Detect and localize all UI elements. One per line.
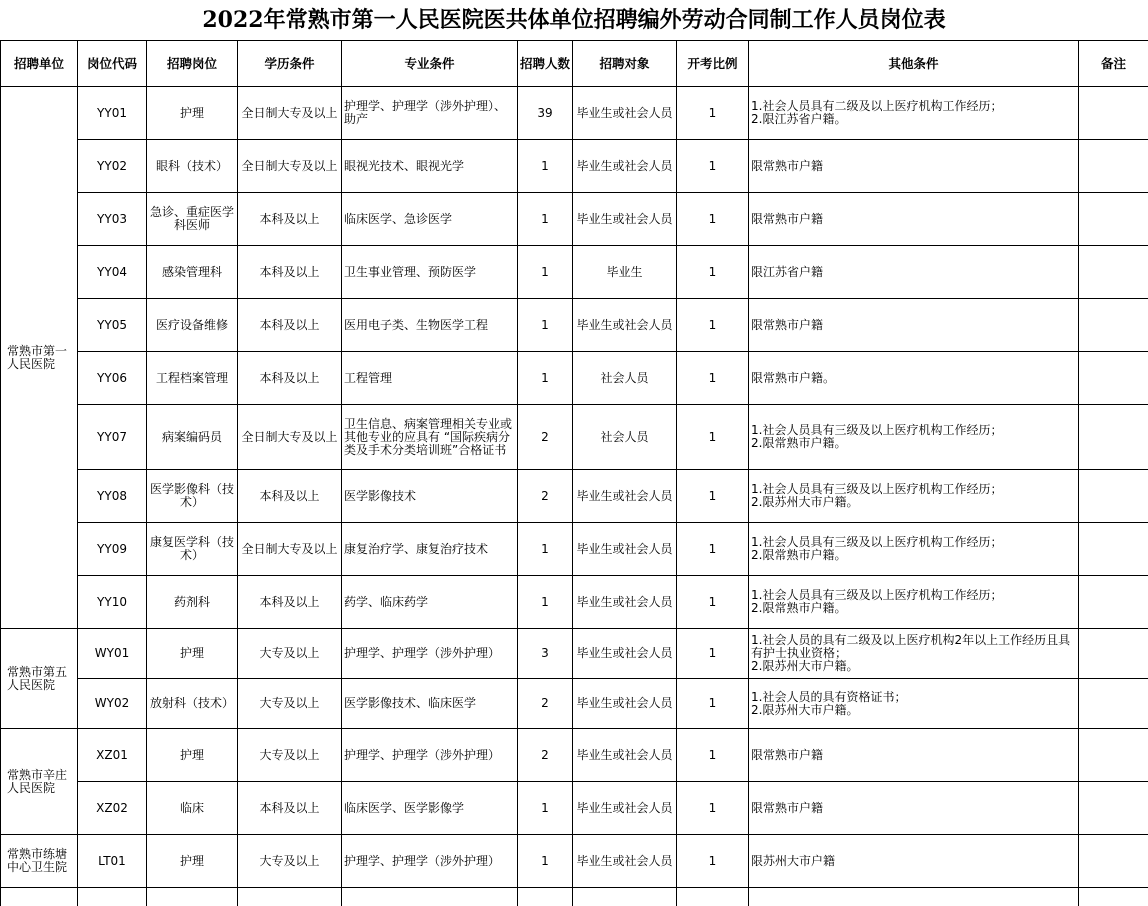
header-ratio: 开考比例 xyxy=(677,41,749,87)
note-cell xyxy=(1079,193,1148,246)
education-cell: 全日制大专及以上 xyxy=(238,140,342,193)
count-cell: 1 xyxy=(518,352,573,405)
count-cell: 2 xyxy=(518,729,573,782)
education-cell: 大专及以上 xyxy=(238,629,342,679)
major-cell: 护理学、护理学（涉外护理） xyxy=(342,729,518,782)
other-conditions-cell: 1.社会人员的具有二级及以上医疗机构2年以上工作经历且具有护士执业资格； 2.限苏州大市户籍。 xyxy=(749,629,1079,679)
major-cell: 护理学、护理学（涉外护理）、助产 xyxy=(342,87,518,140)
table-row xyxy=(1,140,1148,193)
empty-cell xyxy=(677,888,749,906)
post-cell: 临床 xyxy=(147,782,238,835)
education-cell: 本科及以上 xyxy=(238,352,342,405)
code-cell: LT01 xyxy=(78,835,147,888)
post-cell: 医疗设备维修 xyxy=(147,299,238,352)
note-cell xyxy=(1079,782,1148,835)
post-cell: 护理 xyxy=(147,629,238,679)
empty-cell xyxy=(342,888,518,906)
note-cell xyxy=(1079,87,1148,140)
header-post: 招聘岗位 xyxy=(147,41,238,87)
other-conditions-cell: 1.社会人员具有三级及以上医疗机构工作经历； 2.限常熟市户籍。 xyxy=(749,523,1079,576)
other-conditions-cell: 1.社会人员具有二级及以上医疗机构工作经历； 2.限江苏省户籍。 xyxy=(749,87,1079,140)
count-cell: 1 xyxy=(518,140,573,193)
post-cell: 药剂科 xyxy=(147,576,238,629)
header-note: 备注 xyxy=(1079,41,1148,87)
post-cell: 感染管理科 xyxy=(147,246,238,299)
education-cell: 大专及以上 xyxy=(238,835,342,888)
table-row xyxy=(1,576,1148,629)
other-conditions-cell: 限常熟市户籍 xyxy=(749,729,1079,782)
target-cell: 毕业生或社会人员 xyxy=(573,782,677,835)
other-conditions-cell: 限常熟市户籍 xyxy=(749,193,1079,246)
recruitment-table xyxy=(0,40,1148,906)
empty-cell xyxy=(78,888,147,906)
table-row xyxy=(1,87,1148,140)
code-cell: YY02 xyxy=(78,140,147,193)
other-conditions-cell: 1.社会人员的具有资格证书； 2.限苏州大市户籍。 xyxy=(749,679,1079,729)
other-conditions-cell: 限苏州大市户籍 xyxy=(749,835,1079,888)
ratio-cell: 1 xyxy=(677,729,749,782)
ratio-cell: 1 xyxy=(677,629,749,679)
education-cell: 本科及以上 xyxy=(238,246,342,299)
post-cell: 工程档案管理 xyxy=(147,352,238,405)
target-cell: 社会人员 xyxy=(573,352,677,405)
target-cell: 毕业生或社会人员 xyxy=(573,299,677,352)
note-cell xyxy=(1079,523,1148,576)
code-cell: YY07 xyxy=(78,405,147,470)
count-cell: 1 xyxy=(518,835,573,888)
ratio-cell: 1 xyxy=(677,352,749,405)
count-cell: 2 xyxy=(518,470,573,523)
target-cell: 毕业生或社会人员 xyxy=(573,523,677,576)
target-cell: 毕业生或社会人员 xyxy=(573,729,677,782)
note-cell xyxy=(1079,140,1148,193)
partial-row xyxy=(1,888,1148,906)
code-cell: YY04 xyxy=(78,246,147,299)
code-cell: YY09 xyxy=(78,523,147,576)
table-body xyxy=(1,87,1148,906)
other-conditions-cell: 限常熟市户籍 xyxy=(749,140,1079,193)
major-cell: 医用电子类、生物医学工程 xyxy=(342,299,518,352)
major-cell: 护理学、护理学（涉外护理） xyxy=(342,629,518,679)
table-row xyxy=(1,352,1148,405)
major-cell: 医学影像技术 xyxy=(342,470,518,523)
ratio-cell: 1 xyxy=(677,246,749,299)
header-education: 学历条件 xyxy=(238,41,342,87)
target-cell: 毕业生或社会人员 xyxy=(573,140,677,193)
major-cell: 卫生事业管理、预防医学 xyxy=(342,246,518,299)
table-row xyxy=(1,523,1148,576)
ratio-cell: 1 xyxy=(677,140,749,193)
target-cell: 毕业生或社会人员 xyxy=(573,470,677,523)
note-cell xyxy=(1079,405,1148,470)
code-cell: YY05 xyxy=(78,299,147,352)
unit-cell: 常熟市练塘中心卫生院 xyxy=(1,835,78,888)
ratio-cell: 1 xyxy=(677,835,749,888)
education-cell: 本科及以上 xyxy=(238,470,342,523)
note-cell xyxy=(1079,679,1148,729)
empty-cell xyxy=(147,888,238,906)
empty-cell xyxy=(573,888,677,906)
note-cell xyxy=(1079,835,1148,888)
education-cell: 大专及以上 xyxy=(238,729,342,782)
count-cell: 1 xyxy=(518,782,573,835)
education-cell: 本科及以上 xyxy=(238,576,342,629)
code-cell: YY06 xyxy=(78,352,147,405)
ratio-cell: 1 xyxy=(677,782,749,835)
major-cell: 康复治疗学、康复治疗技术 xyxy=(342,523,518,576)
education-cell: 大专及以上 xyxy=(238,679,342,729)
target-cell: 社会人员 xyxy=(573,405,677,470)
major-cell: 护理学、护理学（涉外护理） xyxy=(342,835,518,888)
other-conditions-cell: 1.社会人员具有三级及以上医疗机构工作经历； 2.限常熟市户籍。 xyxy=(749,405,1079,470)
target-cell: 毕业生或社会人员 xyxy=(573,576,677,629)
table-row xyxy=(1,405,1148,470)
header-code: 岗位代码 xyxy=(78,41,147,87)
count-cell: 2 xyxy=(518,679,573,729)
other-conditions-cell: 限常熟市户籍 xyxy=(749,782,1079,835)
ratio-cell: 1 xyxy=(677,576,749,629)
empty-cell xyxy=(749,888,1079,906)
table-row xyxy=(1,835,1148,888)
count-cell: 1 xyxy=(518,299,573,352)
target-cell: 毕业生或社会人员 xyxy=(573,679,677,729)
post-cell: 护理 xyxy=(147,835,238,888)
empty-cell xyxy=(238,888,342,906)
major-cell: 卫生信息、病案管理相关专业或其他专业的应具有 “国际疾病分类及手术分类培训班”合格证书 xyxy=(342,405,518,470)
education-cell: 全日制大专及以上 xyxy=(238,87,342,140)
unit-cell: 常熟市第一人民医院 xyxy=(1,87,78,629)
header-count: 招聘人数 xyxy=(518,41,573,87)
code-cell: YY10 xyxy=(78,576,147,629)
other-conditions-cell: 限常熟市户籍 xyxy=(749,299,1079,352)
target-cell: 毕业生或社会人员 xyxy=(573,629,677,679)
page-title: 2022年常熟市第一人民医院医共体单位招聘编外劳动合同制工作人员岗位表 xyxy=(0,0,1148,40)
target-cell: 毕业生或社会人员 xyxy=(573,87,677,140)
major-cell: 临床医学、医学影像学 xyxy=(342,782,518,835)
count-cell: 3 xyxy=(518,629,573,679)
unit-cell: 常熟市第五人民医院 xyxy=(1,629,78,729)
code-cell: YY08 xyxy=(78,470,147,523)
table-row xyxy=(1,729,1148,782)
ratio-cell: 1 xyxy=(677,679,749,729)
ratio-cell: 1 xyxy=(677,299,749,352)
header-unit: 招聘单位 xyxy=(1,41,78,87)
post-cell: 急诊、重症医学科医师 xyxy=(147,193,238,246)
code-cell: XZ02 xyxy=(78,782,147,835)
table-row xyxy=(1,193,1148,246)
code-cell: WY02 xyxy=(78,679,147,729)
major-cell: 药学、临床药学 xyxy=(342,576,518,629)
ratio-cell: 1 xyxy=(677,405,749,470)
target-cell: 毕业生或社会人员 xyxy=(573,193,677,246)
count-cell: 1 xyxy=(518,193,573,246)
post-cell: 放射科（技术） xyxy=(147,679,238,729)
code-cell: WY01 xyxy=(78,629,147,679)
ratio-cell: 1 xyxy=(677,193,749,246)
target-cell: 毕业生 xyxy=(573,246,677,299)
table-row xyxy=(1,679,1148,729)
major-cell: 医学影像技术、临床医学 xyxy=(342,679,518,729)
post-cell: 康复医学科（技术） xyxy=(147,523,238,576)
code-cell: YY03 xyxy=(78,193,147,246)
note-cell xyxy=(1079,470,1148,523)
note-cell xyxy=(1079,352,1148,405)
other-conditions-cell: 1.社会人员具有三级及以上医疗机构工作经历； 2.限苏州大市户籍。 xyxy=(749,470,1079,523)
post-cell: 护理 xyxy=(147,729,238,782)
other-conditions-cell: 限常熟市户籍。 xyxy=(749,352,1079,405)
count-cell: 2 xyxy=(518,405,573,470)
count-cell: 1 xyxy=(518,246,573,299)
count-cell: 1 xyxy=(518,576,573,629)
table-row xyxy=(1,246,1148,299)
education-cell: 全日制大专及以上 xyxy=(238,523,342,576)
unit-cell: 常熟市辛庄人民医院 xyxy=(1,729,78,835)
major-cell: 工程管理 xyxy=(342,352,518,405)
code-cell: XZ01 xyxy=(78,729,147,782)
count-cell: 1 xyxy=(518,523,573,576)
note-cell xyxy=(1079,629,1148,679)
ratio-cell: 1 xyxy=(677,470,749,523)
empty-cell xyxy=(1079,888,1148,906)
table-row xyxy=(1,782,1148,835)
post-cell: 眼科（技术） xyxy=(147,140,238,193)
table-row xyxy=(1,299,1148,352)
note-cell xyxy=(1079,729,1148,782)
education-cell: 本科及以上 xyxy=(238,193,342,246)
table-row xyxy=(1,629,1148,679)
code-cell: YY01 xyxy=(78,87,147,140)
ratio-cell: 1 xyxy=(677,87,749,140)
ratio-cell: 1 xyxy=(677,523,749,576)
post-cell: 护理 xyxy=(147,87,238,140)
empty-cell xyxy=(1,888,78,906)
other-conditions-cell: 限江苏省户籍 xyxy=(749,246,1079,299)
note-cell xyxy=(1079,576,1148,629)
education-cell: 本科及以上 xyxy=(238,299,342,352)
header-target: 招聘对象 xyxy=(573,41,677,87)
note-cell xyxy=(1079,299,1148,352)
major-cell: 临床医学、急诊医学 xyxy=(342,193,518,246)
header-other: 其他条件 xyxy=(749,41,1079,87)
count-cell: 39 xyxy=(518,87,573,140)
empty-cell xyxy=(518,888,573,906)
header-major: 专业条件 xyxy=(342,41,518,87)
education-cell: 本科及以上 xyxy=(238,782,342,835)
major-cell: 眼视光技术、眼视光学 xyxy=(342,140,518,193)
other-conditions-cell: 1.社会人员具有三级及以上医疗机构工作经历； 2.限常熟市户籍。 xyxy=(749,576,1079,629)
table-row xyxy=(1,470,1148,523)
post-cell: 医学影像科（技术） xyxy=(147,470,238,523)
note-cell xyxy=(1079,246,1148,299)
header-row xyxy=(1,41,1148,87)
education-cell: 全日制大专及以上 xyxy=(238,405,342,470)
post-cell: 病案编码员 xyxy=(147,405,238,470)
target-cell: 毕业生或社会人员 xyxy=(573,835,677,888)
